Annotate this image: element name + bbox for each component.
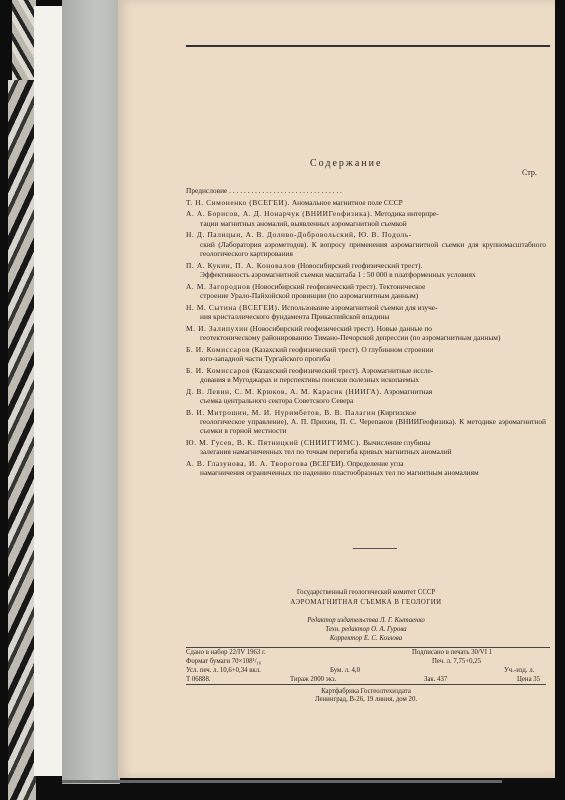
toc-entry-continuation: тации магнитных аномалий, выявленных аэромагнитной съемкой <box>200 218 407 228</box>
toc-entry <box>186 261 546 280</box>
imprint-right-column <box>412 648 562 684</box>
toc-entry <box>186 209 546 228</box>
toc-entry-author: Д. В. Левин, С. М. Крюков, А. М. Карасик (НИИГА). <box>186 386 382 396</box>
toc-entry-continuation: дования в Мугоджарах и перспективы поисков полезных ископаемых <box>200 375 420 384</box>
imprint-tech-editor: Техн. редактор О. А. Гурова <box>325 626 407 633</box>
imprint-right-line: Печ. л. 7,75+0,25 <box>432 658 481 665</box>
toc-entry <box>186 324 546 343</box>
top-rule <box>186 45 550 47</box>
toc-entry <box>186 282 546 301</box>
toc-entry-author: А. В. Глазунова, И. А. Творогова <box>186 459 308 468</box>
imprint-right-line: Цена 35 <box>517 676 541 683</box>
toc-entry-author: В. И. Митрошин, М. И. Нуримбетов, В. В. Палагин <box>186 407 376 417</box>
toc-entry <box>186 303 546 322</box>
imprint-printer-address: Ленинград, В-26, 19 линия, дом 20. <box>314 696 418 703</box>
toc-entry-author: М. И. Залипухин <box>186 323 249 333</box>
toc-entry <box>186 345 546 364</box>
toc-entry-author: Ю. М. Гусев, В. К. Пятницкий (СНИИГГИМС). <box>186 438 362 447</box>
imprint-left-line: Сдано в набор 22/IV 1963 г. <box>186 649 266 656</box>
toc-entry-author: А. М. Загороднов <box>186 281 251 291</box>
toc-entry-title: Использование аэромагнитной съемки для изуче- <box>279 302 438 312</box>
marbled-cover-edge <box>8 80 36 800</box>
toc-entry-author: Т. Н. Симоненко (ВСЕГЕИ). <box>186 197 290 207</box>
toc-entry-title: (Казахский геофизический трест). Аэромагнитные иссле- <box>250 365 434 375</box>
imprint-mid-column <box>330 666 400 675</box>
toc-entry-continuation: залегания намагниченных тел по точкам перегиба кривых магнитных аномалий <box>200 447 452 457</box>
toc-entry <box>186 387 546 406</box>
imprint-mid-line: Бум. л. 4,0 <box>330 667 361 674</box>
table-of-contents <box>186 186 546 480</box>
imprint-printer: Картфабрика Госгеолтехиздата <box>186 684 546 696</box>
contents-title: Содержание <box>310 158 383 169</box>
toc-entry <box>186 198 546 207</box>
toc-entry-author: Н. Д. Палицын, А. В. Доливо-Добровольский, Ю. В. Подоль- <box>186 230 412 240</box>
toc-entry <box>186 186 546 195</box>
marbled-cover-edge-top <box>12 0 36 80</box>
toc-entry <box>186 459 546 478</box>
toc-entry-title: Предисловие . . . . . . . . . . . . . . . . . . . . . . . . . . . . . . . <box>186 186 342 195</box>
toc-entry-title: (ВСЕГЕИ). Определение угла <box>307 459 404 468</box>
imprint-mid-line: Тираж 2000 экз. <box>290 676 337 683</box>
toc-entry-title: (Казахский геофизический трест). О глубинном строении <box>250 344 434 354</box>
toc-entry-title: (Новосибирский геофизический трест). Тектоническое <box>250 281 426 291</box>
imprint-book-title: АЭРОМАГНИТНАЯ СЪЕМКА В ГЕОЛОГИИ <box>290 599 442 606</box>
toc-entry-author: А. А. Борисов, А. Д. Нонарчук (ВНИИГеофизика). <box>186 209 373 219</box>
imprint-left-line: Формат бумаги 70×108¹/₁₆ <box>186 658 262 665</box>
toc-entry-continuation: геологическое управление), А. П. Прихин, П. С. Черепанов (ВНИИГеофизика). К методике аэромагнитной съемки в горной местности <box>200 417 546 436</box>
toc-entry-continuation: съемка центрального сектора Советского Севера <box>200 396 354 405</box>
grey-binding-strip <box>62 0 120 784</box>
page-bottom-edge <box>62 780 502 783</box>
toc-entry-continuation: намагничения ограниченных по падению пластообразных тел по магнитным аномалиям <box>200 468 479 478</box>
toc-entry-title: Методика интерпре- <box>372 209 439 219</box>
toc-entry-continuation: Эффективность аэромагнитной съемки масштаба 1 : 50 000 в платформенных условиях <box>200 270 476 279</box>
imprint-editor: Редактор издательства Л. Г. Кытаенко <box>307 617 425 624</box>
toc-entry <box>186 408 546 436</box>
toc-entry-author: Н. М. Сытина (ВСЕГЕИ). <box>186 302 280 312</box>
toc-entry-continuation: строение Урало-Пайхойской провинции (по аэромагнитным данным) <box>200 291 419 300</box>
toc-entry-author: П. А. Кукин, П. А. Коновалов <box>186 260 296 270</box>
imprint-right-line: Подписано в печать 30/VI 1 <box>412 649 493 656</box>
imprint-left-line: Усл. печ. л. 10,6+0,34 вкл. <box>186 667 261 674</box>
toc-entry <box>186 438 546 457</box>
section-divider <box>353 548 397 549</box>
page-column-label: Стр. <box>522 168 537 177</box>
imprint-left-line: Т 06888. <box>186 676 211 683</box>
toc-entry-author: Б. И. Комиссаров <box>186 344 251 354</box>
toc-entry-continuation: юго-западной части Тургайского прогиба <box>200 354 331 363</box>
imprint-org: Государственный геологический комитет СССР <box>296 589 436 596</box>
toc-entry-title: Аэромагнитная <box>381 386 433 396</box>
toc-entry-title: Аномальное магнитное поле СССР <box>289 197 403 207</box>
toc-entry-continuation: ский (Лаборатория аэрометодов). К вопросу применения аэромагнитной съемки для крупномасштабного геологического картирования <box>200 239 546 258</box>
toc-entry <box>186 230 546 258</box>
toc-entry-continuation: геотектоническому районированию Тимано-Печорской депрессии (по аэромагнитным данным) <box>200 333 501 342</box>
toc-entry-title: (Новосибирский геофизический трест). <box>295 260 423 270</box>
toc-entry-title: Вычисление глубины <box>361 438 431 447</box>
toc-entry-continuation: ния кристаллического фундамента Прикаспийской впадины <box>200 312 390 321</box>
imprint-mid-line: Зак. 437 <box>424 676 448 683</box>
imprint-mid-column-2 <box>290 675 390 684</box>
toc-entry-author: Б. И. Комиссаров <box>186 365 251 375</box>
toc-entry-title: (Новосибирский геофизический трест). Новые данные по <box>248 323 432 333</box>
imprint-corrector: Корректор Е. С. Козлова <box>329 635 403 642</box>
toc-entry <box>186 366 546 385</box>
imprint-right-line: Уч.-изд. л. <box>504 667 535 674</box>
toc-entry-title: (Киргизское <box>375 407 417 417</box>
